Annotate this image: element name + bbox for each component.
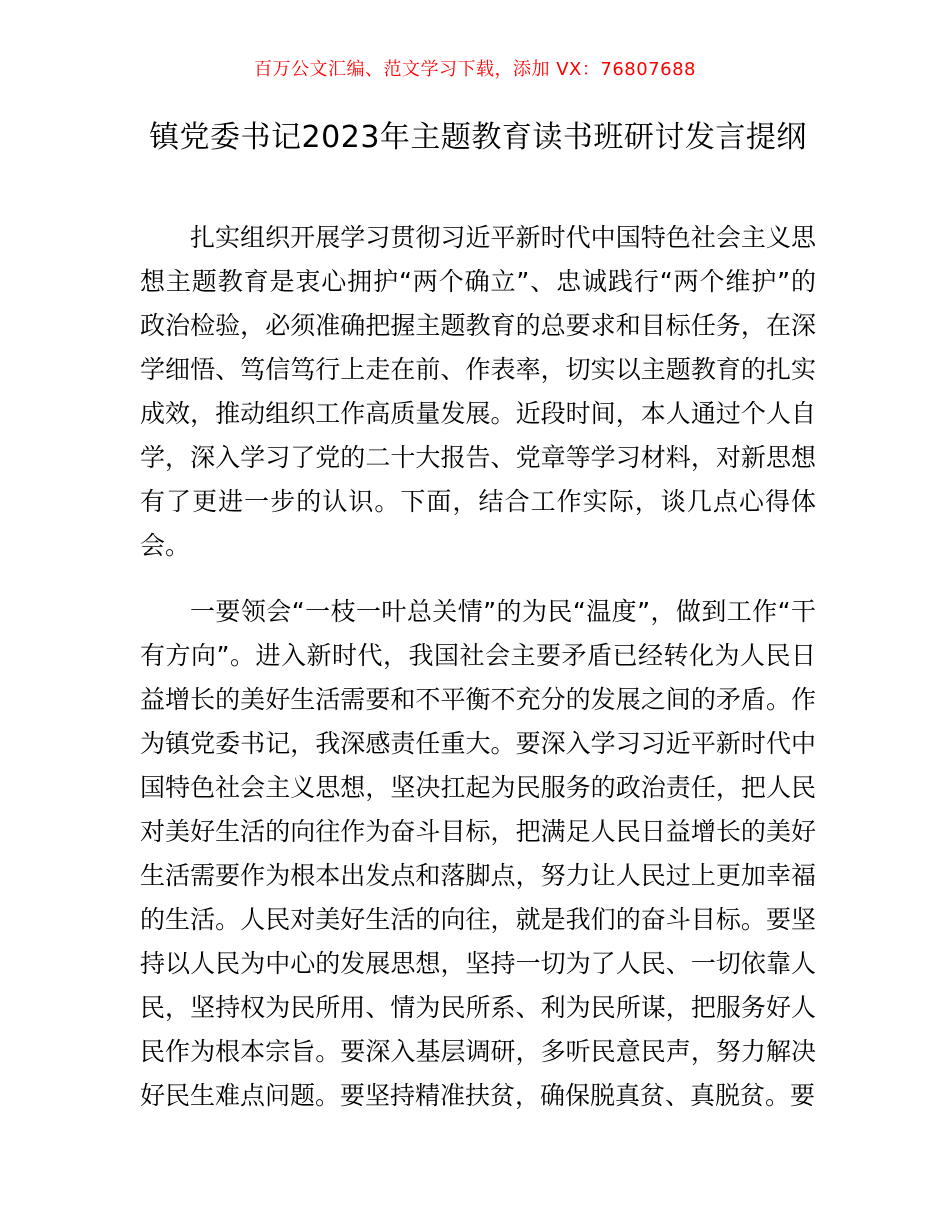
paragraph-intro: 扎实组织开展学习贯彻习近平新时代中国特色社会主义思想主题教育是衷心拥护“两个确立”、忠诚践行“两个维护”的政治检验，必须准确把握主题教育的总要求和目标任务，在深学细悟、笃信笃行上走在前、作表率，切实以主题教育的扎实成效，推动组织工作高质量发展。近段时间，本人通过个人自学，深入学习了党的二十大报告、党章等学习材料，对新思想有了更进一步的认识。下面，结合工作实际，谈几点心得体会。 [140, 223, 816, 560]
document-body [140, 216, 816, 1118]
document-title: 镇党委书记2023年主题教育读书班研讨发言提纲 [149, 120, 807, 155]
paragraph-point-one: 一要领会“一枝一叶总关情”的为民“温度”，做到工作“干有方向”。进入新时代，我国社会主要矛盾已经转化为人民日益增长的美好生活需要和不平衡不充分的发展之间的矛盾。作为镇党委书记，我深感责任重大。要深入学习习近平新时代中国特色社会主义思想，坚决扛起为民服务的政治责任，把人民对美好生活的向往作为奋斗目标，把满足人民日益增长的美好生活需要作为根本出发点和落脚点，努力让人民过上更加幸福的生活。人民对美好生活的向往，就是我们的奋斗目标。要坚持以人民为中心的发展思想，坚持一切为了人民、一切依靠人民，坚持权为民所用、情为民所系、利为民所谋，把服务好人民作为根本宗旨。要深入基层调研，多听民意民声，努力解决好民生难点问题。要坚持精准扶贫，确保脱真贫、真脱贫。要 [140, 597, 816, 1110]
watermark-header-note: 百万公文汇编、范文学习下载，添加 VX：76807688 [254, 59, 696, 80]
